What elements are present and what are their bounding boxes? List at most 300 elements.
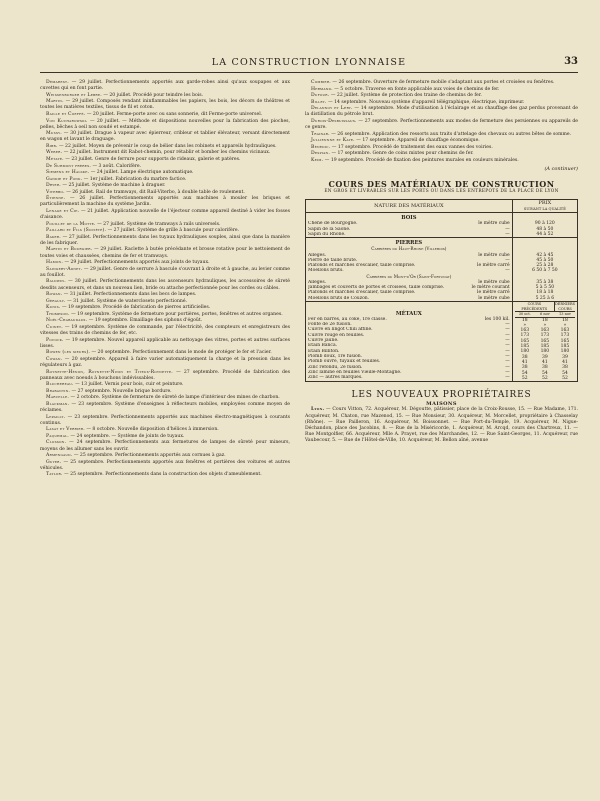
pierres-sub2: Carrières du Mont-d'Or (Saint-Fortunat)	[366, 273, 452, 279]
patent-entry	[40, 150, 290, 156]
patent-text: — 27 septembre. Procédé de fabrication des panneaux avec noeuds à bouchons indévissables.	[40, 369, 290, 381]
patent-name: Viterbo.	[46, 189, 65, 195]
patent-name: Thompson.	[46, 311, 70, 317]
patent-entry	[305, 151, 578, 157]
patent-text: — 20 septembre. Appareil à faire varier automatiquement la charge et la pression dans les régulateurs à gaz.	[40, 356, 290, 368]
patent-name: Dryer.	[46, 183, 61, 189]
pierres-names	[306, 238, 513, 302]
patent-name: De Surmont frères.	[46, 163, 91, 169]
material-name: Cuivre rouge en feuilles.	[308, 332, 365, 338]
patent-name: Baille et Coeffé.	[46, 111, 86, 117]
patent-text: — 19 septembre. Système de commande, par l'électricité, des compteurs et enregistreurs des vitesses des trains de chemins de fer, etc.	[40, 324, 290, 337]
material-unit: —	[505, 268, 510, 274]
material-unit: —	[505, 343, 510, 349]
patent-entry	[40, 157, 290, 163]
patent-entry	[40, 292, 290, 298]
patent-entry	[40, 183, 290, 189]
patent-entry	[40, 460, 290, 472]
patent-text: — 20 juillet. — Méthode et dispositions nouvelles pour la fabrication des pioches, pelles, bêches à oeil non soudé et estampé.	[40, 118, 290, 130]
material-name: Plomb ouvré, tuyaux et feuilles.	[308, 359, 381, 365]
patent-text: — 23 juillet. Genre de ferrure pour supports de rideaux, galerie et patères.	[63, 157, 241, 162]
metal-price: 38	[562, 365, 568, 371]
patent-text: — 31 juillet. Système de waterclosets perfectionné.	[65, 298, 188, 304]
proprietaires-title: LES NOUVEAUX PROPRIÉTAIRES	[351, 390, 532, 401]
patent-text: — 17 septembre. Appareil de chauffage économique.	[354, 138, 480, 144]
patent-entry	[40, 80, 290, 92]
patent-entry	[40, 190, 290, 196]
patent-text: — 29 juillet. Perfectionnements apportés aux joints de tuyaux.	[63, 260, 210, 266]
page-header	[40, 55, 578, 71]
patent-text: — 13 juillet. Vernis pour bois, cuir et peinture.	[73, 382, 184, 388]
metaux-heading: MÉTAUX	[395, 310, 422, 317]
material-price: 5 à 5 50	[535, 285, 555, 291]
material-name: Zinc — autres marques.	[308, 375, 363, 381]
materials-table	[305, 199, 578, 382]
material-name: Zinc refondu, 2e fusion.	[308, 364, 363, 370]
patent-text: — 20 juillet. Ferme-porte avec ou sans sonnerie, dit Ferme-porte universel.	[85, 111, 263, 117]
metaux-names	[306, 302, 513, 382]
patent-entry	[40, 299, 290, 305]
material-unit: —	[505, 322, 510, 328]
metal-price: 180	[520, 349, 530, 355]
patent-entry	[40, 99, 290, 111]
patent-entry	[40, 325, 290, 337]
material-name: Plomb doux, 1re fusion.	[308, 353, 363, 359]
material-name: Étain Banca.	[308, 343, 338, 349]
material-name: Moellons bruts.	[308, 268, 344, 274]
material-name: Pierre de taille brute.	[308, 257, 358, 263]
material-unit: les 100 kil.	[484, 316, 510, 322]
patent-entry	[40, 338, 290, 350]
patent-entry	[40, 247, 290, 259]
patent-name: Delannoy et Léry.	[311, 106, 353, 112]
patent-name: Mussy.	[46, 131, 62, 137]
material-row	[308, 296, 510, 301]
patent-text: — 27 juillet. Système de grille à bascule pour calorifère.	[106, 228, 240, 234]
patent-name: Lasat et Verrier.	[46, 427, 85, 433]
metal-price: 165	[540, 338, 550, 344]
metal-price: 180	[540, 349, 550, 355]
patent-entry	[40, 318, 290, 324]
page-number: 33	[564, 56, 578, 67]
patent-entry	[305, 93, 578, 99]
patent-name: Noël-Chabaudaux.	[46, 318, 88, 324]
material-price: 25 à 28	[536, 263, 554, 269]
patent-text: — 2 octobre. Système de fermeture de sûreté de lampe d'intérieur des mines de charbon.	[69, 395, 280, 401]
patent-entry	[305, 80, 578, 86]
derniers-cours: DERNIERS COURS	[554, 302, 575, 311]
material-price: 18 à 18	[536, 290, 554, 296]
patent-name: Durois-Desbuissaux.	[311, 118, 357, 124]
material-name: Plafonds et marches d'escalier, taille comprise.	[308, 263, 416, 269]
proprietaires-text: — Cours Vitton, 72. Acquéreur, M. Dégoutte, pâtissier, place de la Croix-Rousse, 15. — Rue Madame, 171. Acquéreur, M. Chaton, rue Mazenod, 15. — Rue Monsieur, 30. Acquéreur, M. Morcellet, propriétaire à Chasselay (Rhône). — Rue Pailleron, 16. Acquéreur, M. Boissonnet. — Rue Port-du-Temple, 19. Acquéreur, M. Nigue-Déchandon, place des Jacobins, 8. — Rue de la Miséricorde, 1. Acquéreur, M. Arcqd, cours des Chartreux, 11. — Rue Montgolfier, 66. Acquéreur, Mlle A. Prayet, rue des Marchandes, 12. — Rue Saint-Georges, 11. Acquéreur, rue Vaubecour, 5. — Rue de l'Hôtel-de-Ville, 10. Acquéreur, M. Bellon aîné, avenue	[305, 407, 578, 444]
metal-price: 54	[562, 370, 568, 376]
patent-entry	[40, 350, 290, 356]
material-unit: —	[505, 327, 510, 333]
patent-name: Armengaud.	[46, 453, 73, 459]
patent-entry	[305, 145, 578, 151]
patent-name: Métayé.	[46, 157, 64, 162]
patent-name: Démarest.	[46, 80, 69, 85]
patent-text: — 21 juillet. Application nouvelle de l'éjecteur comme appareil destiné à vider les fosses d'aisance.	[40, 208, 290, 221]
patent-name: Taylor.	[46, 472, 63, 478]
material-unit: le mètre cube	[478, 252, 510, 258]
metal-price: 54	[541, 370, 548, 376]
patent-text: — 25 juillet. Système de machine à draguer.	[60, 183, 166, 189]
patent-name: Gérauly.	[46, 298, 66, 304]
proprietaires-body	[305, 407, 578, 444]
patent-text: — 19 septembre. Système de fermeture pour portières, portes, fenêtres et autres organes.	[69, 311, 283, 317]
patent-entry	[40, 472, 290, 478]
nature-header: NATURE DES MATÉRIAUX	[306, 199, 513, 212]
patent-text: — 17 septembre. Procédé de traitement des eaux vannes des voiries.	[330, 144, 493, 150]
material-unit: —	[505, 364, 510, 370]
metal-price: 39	[562, 354, 568, 360]
metal-price: 173	[560, 333, 570, 339]
patent-name: Kunis.	[46, 305, 61, 311]
patent-text: — 23 septembre. Système d'enseignes à réflecteurs mobiles, employées comme moyen de réclames.	[40, 401, 290, 414]
patent-text: — 17 septembre. Genre de coins mixtes pour chemins de fer.	[329, 151, 474, 157]
prix-label: PRIX	[538, 199, 552, 206]
patent-text: — 26 septembre. Application des ressorts aux traits d'attelage des chevaux ou autres bêtes de somme.	[329, 131, 572, 137]
patent-name: Dufour.	[311, 93, 330, 99]
patent-name: Baker.	[46, 234, 61, 240]
bois-rows	[308, 221, 510, 237]
material-unit: —	[505, 369, 510, 375]
patent-entry	[40, 415, 290, 427]
patent-text: — 14 septembre. Mode d'utilisation à l'éclairage et au chauffage des gaz perdus provenant de la distillation du pétrole brut.	[305, 106, 578, 118]
patent-entry	[305, 100, 578, 106]
proprietaires-lead: Lyon.	[311, 407, 325, 413]
material-price: 5 25 à 6	[535, 295, 555, 301]
patent-text: — 29 juillet. Raclette à butée précédante et brosse rotative pour le nettoiement de toutes voies et chaussées, chemins de fer et tramways.	[40, 247, 290, 259]
patent-name: Julliennne et Kaye.	[311, 138, 355, 144]
bois-names	[306, 213, 513, 238]
journal-title: LA CONSTRUCTION LYONNAISE	[211, 57, 407, 68]
patent-text: — 29 juillet. Perfectionnements apportés aux garde-robes ainsi qu'aux soupapes et aux cuvettes qui en font partie.	[40, 80, 290, 92]
patent-entry	[40, 382, 290, 388]
material-price: 6 50 à 7 50	[532, 268, 558, 274]
patent-name: Hermand.	[311, 86, 333, 92]
metal-price: 180	[560, 349, 570, 355]
patent-entry	[40, 131, 290, 143]
patent-entry	[40, 196, 290, 208]
patent-text: — 22 juillet. Système de protection des traine de chemins de fer.	[329, 93, 482, 99]
metal-price: 173	[520, 333, 530, 339]
patent-entry	[40, 260, 290, 266]
metal-price: 39	[541, 354, 548, 360]
patent-name: Trainar.	[311, 131, 330, 137]
material-unit: le mètre carré	[477, 290, 510, 296]
patent-name: Weissenburger et Lebre.	[46, 92, 102, 98]
material-name: Fonte de 2e fusion.	[308, 322, 352, 328]
patent-name: Bluchereau.	[46, 382, 74, 388]
patent-text: — 19 septembre. Procédé de fixation des peintures murales en couleurs minérales.	[323, 157, 519, 163]
patent-name: Baldwin.	[46, 279, 66, 285]
material-name: Sapin du Rhône.	[308, 231, 346, 237]
patent-text: — 27 septembre. Perfectionnements aux modes de fermeture des persiennes ou appareils de ce genre.	[305, 118, 578, 131]
pierres-section	[306, 238, 578, 302]
patent-name: Guyer.	[46, 459, 62, 465]
material-name: Cuivre en lingot Chili affiné.	[308, 327, 373, 333]
patent-name: Paquemal.	[46, 433, 69, 439]
metal-price: 41	[562, 359, 568, 365]
patent-name: Keim.	[311, 157, 324, 163]
patent-entry	[40, 228, 290, 234]
metal-price: 38	[521, 365, 528, 371]
patent-entry	[305, 119, 578, 131]
patent-entry	[40, 164, 290, 170]
metal-price: 185	[520, 344, 530, 350]
prix-header	[512, 199, 577, 212]
patent-name: Martin.	[46, 99, 64, 105]
patent-name: Blackman.	[46, 401, 70, 407]
patent-name: Cuinet.	[46, 324, 63, 330]
patent-entry	[40, 453, 290, 459]
patent-entry	[40, 370, 290, 382]
patent-text: — 30 juillet. Perfectionnements dans les ascenseurs hydrauliques, les accessoires de sûreté desdits ascenseurs, et dans un nouveau lien, bride ou attache perfectionnée pour les cordes ou câbles.	[40, 279, 290, 291]
patent-text: — 27 septembre. Nouvelle brique bordure.	[70, 388, 172, 394]
patent-name: Saingery-Adnet.	[46, 266, 83, 272]
patent-text: — 1er juillet. Fabrication du marbre factice.	[82, 176, 187, 182]
material-unit: le mètre carré	[477, 263, 510, 269]
metal-price: 38	[521, 354, 528, 360]
patent-text: — 5 octobre. Traverse en fonte applicable aux voies de chemins de fer.	[332, 86, 500, 92]
patent-entry	[40, 93, 290, 99]
material-unit: —	[505, 338, 510, 344]
metal-price: 52	[562, 375, 568, 381]
continue-note: (A continuer)	[544, 165, 578, 172]
metal-price: 163	[560, 328, 570, 334]
patent-name: Billet.	[311, 99, 327, 105]
material-price: 42 à 45	[536, 252, 554, 258]
patent-text: — 25 septembre. Perfectionnements apportés aux cornues à gaz.	[72, 453, 226, 459]
patent-text: — 19 septembre. Nouvel appareil applicable au nettoyage des vitres, portes et autres surfaces lisses.	[40, 337, 290, 349]
material-unit: —	[505, 231, 510, 237]
patent-text: — 26 juillet. Rail de tramways, dit Rail-Viterbo, à double table de roulement.	[64, 189, 245, 195]
patent-text: — 29 juillet. Composés rendant ininflammables les papiers, les bois, les décors de théâtres et toutes les matières textiles, tissus de fil et coton.	[40, 99, 290, 111]
metaux-section	[306, 302, 578, 382]
patent-name: Bénédic.	[311, 144, 331, 150]
metal-date: 6 nov	[540, 312, 550, 317]
material-name: Alléges.	[308, 252, 327, 258]
bois-section	[306, 213, 578, 238]
patent-name: Despian.	[311, 151, 330, 157]
patent-text: — 14 septembre. Nouveau système d'appareil télégraphique, électrique, imprimeur.	[326, 99, 525, 105]
patent-text: — 23 septembre. Perfectionnements apportés aux machines électro-magnétiques à courants continus.	[40, 414, 290, 426]
patent-name: Brabantin.	[46, 388, 71, 394]
patent-entry	[40, 267, 290, 279]
patent-name: Bowen (les sieurs).	[46, 350, 91, 356]
patent-name: Hamon.	[46, 260, 63, 266]
metal-price: 54	[521, 370, 528, 376]
metal-price: »	[543, 322, 547, 328]
materials-subtitle: EN GROS ET LIVRABLES SUR LES PORTS OU DANS LES ENTREPOTS DE LA PLACE DE LYON	[324, 189, 559, 195]
material-unit: —	[505, 348, 510, 354]
patent-name: Étienne.	[46, 196, 66, 202]
material-name: Moellons bruts de Couzon.	[308, 295, 370, 301]
proprietaires-sub: MAISONS	[426, 401, 457, 408]
metal-price: 38	[541, 365, 548, 371]
patent-name: Marcelle.	[46, 395, 70, 401]
prix-sublabel: SUIVANT LA QUALITÉ	[523, 207, 566, 211]
bois-heading: BOIS	[401, 215, 417, 222]
metal-price: 165	[520, 338, 530, 344]
patent-text: — 20 juillet. Procédé pour teindre les bois.	[101, 92, 204, 98]
metal-price: 185	[560, 344, 570, 350]
metal-price: 163	[540, 328, 550, 334]
patent-name: Siemens et Halske.	[46, 170, 90, 176]
patent-text: — 8 octobre. Nouvelle disposition d'hélices à immersion.	[84, 427, 219, 433]
material-price: 44 à 52	[536, 231, 554, 237]
bois-prices	[512, 213, 577, 238]
pierres-sub1: Carrières du Haut-Rhone (Villebois)	[371, 246, 447, 252]
patent-text: — 25 septembre. Perfectionnements dans la construction des objets d'ameublement.	[62, 472, 262, 478]
material-unit: —	[505, 332, 510, 338]
metal-price: 18	[521, 317, 528, 323]
patent-name: Roynette-Hénon, Roynette-Ninin et Titeux-Roynette.	[46, 369, 173, 375]
patent-entry	[40, 112, 290, 118]
patent-entry	[40, 312, 290, 318]
metal-price: 165	[560, 338, 570, 344]
patent-text: — 22 juillet. Moyen de prévenir le coup de bélier dans les robinets et appareils hydrauliques.	[57, 143, 277, 149]
patent-entry	[40, 427, 290, 433]
patent-name: Pouillet de la Motte.	[46, 221, 96, 227]
patent-entry	[40, 402, 290, 414]
patent-text: — 19 septembre. Procédé de fabrication de pierres artificielles.	[60, 305, 211, 311]
material-name: Zinc laminé en feuilles Vieille-Montagne.	[308, 369, 402, 375]
material-name: Étain Billiton.	[308, 348, 340, 354]
patent-entry	[305, 138, 578, 144]
patent-name: Lenage et Cie.	[46, 208, 80, 214]
patent-name: Combier.	[311, 80, 331, 85]
material-price: 48 à 50	[536, 226, 554, 232]
patent-text: — 29 juillet. Genre de serrure à bascule s'ouvrant à droite et à gauche, au levier comme au fouillot.	[40, 266, 290, 278]
materials-header-row	[306, 199, 578, 212]
patent-text: — 24 septembre. — Système de joints de tuyaux.	[68, 433, 185, 439]
material-row	[308, 375, 510, 380]
patent-entry	[40, 279, 290, 291]
material-unit: le mètre courant	[471, 285, 510, 291]
patent-name: Pocock.	[46, 337, 64, 343]
patent-text: — 27 juillet. Perfectionnements dans les tuyaux hydrauliques souples, ainsi que dans la manière de les fabriquer.	[40, 234, 290, 246]
metal-price: »	[563, 322, 567, 328]
patent-entry	[40, 235, 290, 247]
patent-entry	[40, 395, 290, 401]
patent-name: Weber.	[46, 150, 63, 156]
patent-name: Martin et Bourgier.	[46, 247, 93, 253]
patent-entry	[40, 119, 290, 131]
material-unit: —	[505, 226, 510, 232]
patent-text: — 24 septembre. Perfectionnements aux fermetures de lampes de sûreté pour mineurs, moyens de les allumer sans les ouvrir.	[40, 440, 290, 452]
metal-price: 41	[521, 359, 528, 365]
left-column	[40, 80, 290, 479]
patent-text: — 25 septembre. Perfectionnements apportés aux fenêtres et portières des voitures et autres véhicules.	[40, 459, 290, 471]
patent-name: Rowan.	[46, 292, 63, 298]
patent-entry	[305, 132, 578, 138]
material-row	[308, 232, 510, 237]
metal-date: 30 oct.	[518, 312, 531, 317]
material-name: Cuivre jaune.	[308, 338, 339, 344]
right-column	[305, 80, 578, 445]
material-name: Chêne de Bourgogne.	[308, 221, 358, 227]
metal-price: »	[523, 322, 527, 328]
patent-entry	[40, 170, 290, 176]
header-rule	[40, 72, 578, 73]
patent-text: — 19 septembre. Emaillage des siphons d'égoût.	[87, 318, 203, 324]
patent-text: — 20 septembre. Perfectionnement dans le mode de protéger le fer et l'acier.	[90, 350, 272, 356]
patent-name: Ribb.	[46, 143, 58, 149]
patent-text: — 26 septembre. Ouverture de fermeture mobile s'adaptant aux portes et croisées ou fenêtres.	[330, 80, 555, 85]
metal-price: 41	[541, 359, 548, 365]
patent-name: Cowan.	[46, 356, 63, 362]
material-name: Plafonds et marches d'escalier, taille comprise.	[308, 290, 416, 296]
metal-price: 18	[541, 317, 548, 323]
material-price: 90 à 120	[534, 221, 555, 227]
metal-price: 52	[541, 375, 548, 381]
patent-entry	[40, 357, 290, 369]
metal-price-row	[515, 376, 575, 381]
material-name: Jambages et couverts de portes et croisées, taille comprise.	[308, 285, 445, 291]
material-unit: le mètre cube	[478, 279, 510, 285]
patent-entry	[305, 158, 578, 164]
pierres-heading: PIERRES	[395, 240, 423, 247]
metal-price: 163	[520, 328, 530, 334]
patent-name: Gandie et Ponk.	[46, 176, 83, 182]
patent-text: — 31 juillet. Perfectionnements dans les becs de lampes.	[62, 292, 197, 298]
metal-price: 18	[562, 317, 568, 323]
patent-entry	[40, 389, 290, 395]
metal-price: 52	[521, 375, 528, 381]
patent-text: — 30 juillet. Drague à vapeur avec épierreur, cribleur et tablier élévateur, versant directement en wagon et lavant le draguage.	[40, 131, 290, 143]
patent-text: — 26 juillet. Perfectionnements apportés aux machines à mouler les briques et particulièrement la machine du système Jardin.	[40, 196, 290, 208]
material-price: 35 à 38	[536, 279, 554, 285]
material-name: Fer en barres, au coke, 1re classe.	[308, 316, 387, 322]
material-unit: —	[505, 359, 510, 365]
material-unit: —	[505, 353, 510, 359]
patent-entry	[40, 440, 290, 452]
patent-name: Von Kucharowski.	[46, 118, 88, 124]
cours-precedents: COURS PRÉCÉDENTS	[515, 302, 555, 311]
metal-price: 173	[540, 333, 550, 339]
pierres-prices	[512, 238, 577, 302]
materials-title: COURS DES MATÉRIAUX DE CONSTRUCTION	[328, 179, 555, 190]
material-unit: —	[505, 257, 510, 263]
material-unit: le mètre cube	[478, 295, 510, 301]
patent-text: — 3 août. Calorifère.	[90, 163, 142, 169]
patent-entry	[305, 106, 578, 118]
patent-entry	[40, 209, 290, 221]
material-name: Alléges.	[308, 279, 327, 285]
patent-text: — 22 juillet. Instrument dit Rabot-chemin, pour rétablir et bomber les chemins vicinaux.	[62, 150, 271, 156]
patent-entry	[40, 305, 290, 311]
patent-text: — 27 juillet. Système de tramways à rails universels.	[95, 221, 221, 227]
patent-entry	[305, 87, 578, 93]
patent-name: Lepailly.	[46, 414, 66, 420]
patent-entry	[40, 222, 290, 228]
material-price: 45 à 50	[536, 257, 554, 263]
material-unit: —	[505, 375, 510, 381]
metal-price: 185	[540, 344, 550, 350]
material-unit: le mètre cube	[478, 221, 510, 227]
patent-name: Closson.	[46, 440, 67, 446]
patent-text: — 24 juillet. Lampe électrique automatique.	[89, 170, 194, 176]
metal-date: 13 nov	[559, 312, 571, 317]
right-entries	[305, 80, 578, 164]
patent-name: Paillard et Fils (Société).	[46, 228, 107, 234]
patent-entry	[40, 177, 290, 183]
metaux-prices	[512, 302, 577, 382]
